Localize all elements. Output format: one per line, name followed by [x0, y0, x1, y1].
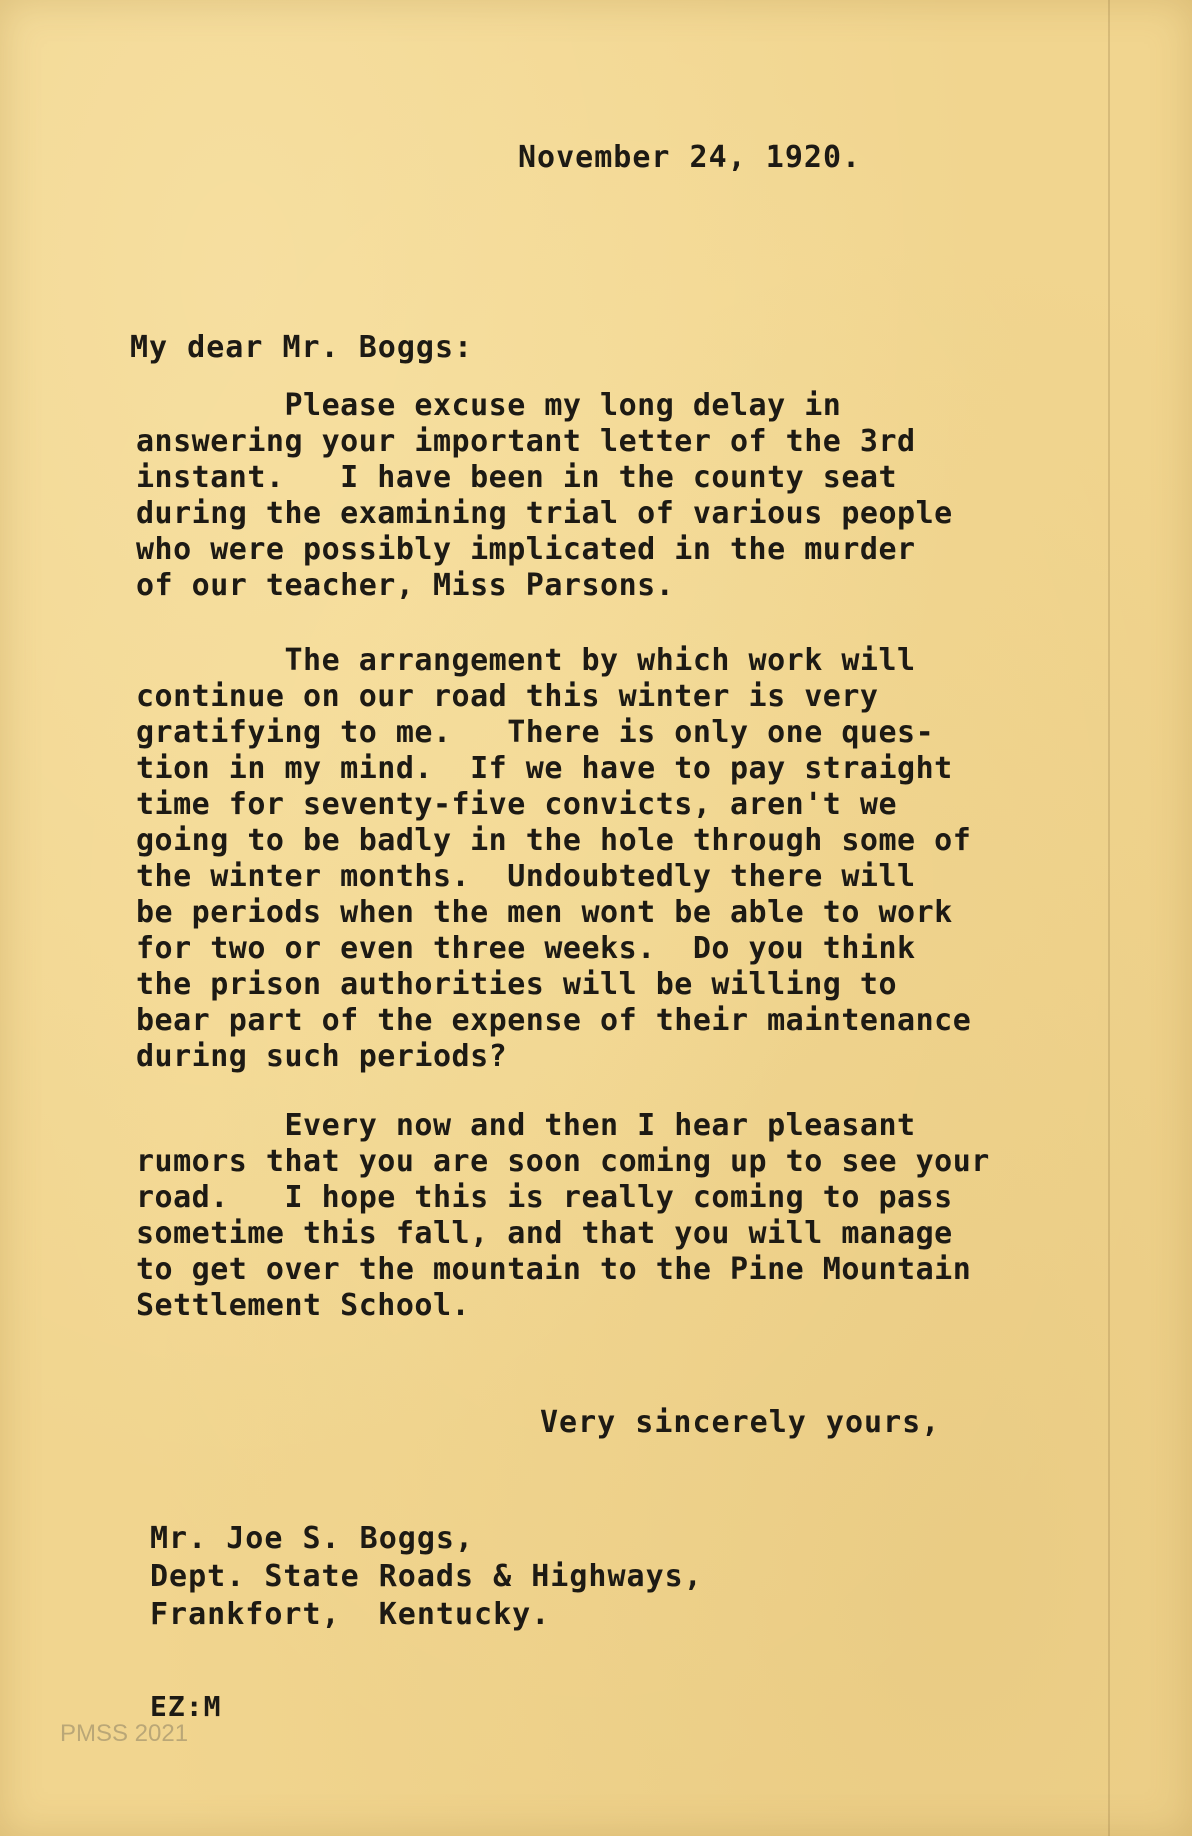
archive-watermark: PMSS 2021 — [60, 1720, 189, 1747]
paragraph-1: Please excuse my long delay in answering your important letter of the 3rd instant. I have been in the county seat during the examining trial of various people who were possibly implicated in the murder of our teacher, Miss Parsons. — [136, 388, 953, 603]
typist-initials: EZ:M — [150, 1690, 222, 1723]
closing: Very sincerely yours, — [540, 1405, 941, 1440]
letter-date: November 24, 1920. — [518, 140, 862, 175]
paragraph-3: Every now and then I hear pleasant rumors that you are soon coming up to see your road. I hope this is really coming to pass sometime this fall, and that you will manage to get over the mountain to the Pine Mountain Settlement School. — [136, 1108, 990, 1323]
recipient-address: Mr. Joe S. Boggs, Dept. State Roads & Highways, Frankfort, Kentucky. — [150, 1521, 703, 1632]
paragraph-2: The arrangement by which work will continue on our road this winter is very gratifying to me. There is only one ques- tion in my mind. If we have to pay straight time for seventy-five convicts, aren't we going to be badly in the hole through some of the winter months. Undoubtedly there will be periods when the men wont be able to work for two or even three weeks. Do you think the prison authorities will be willing to bear part of the expense of their maintenance during such periods? — [136, 643, 972, 1074]
salutation: My dear Mr. Boggs: — [130, 330, 474, 365]
